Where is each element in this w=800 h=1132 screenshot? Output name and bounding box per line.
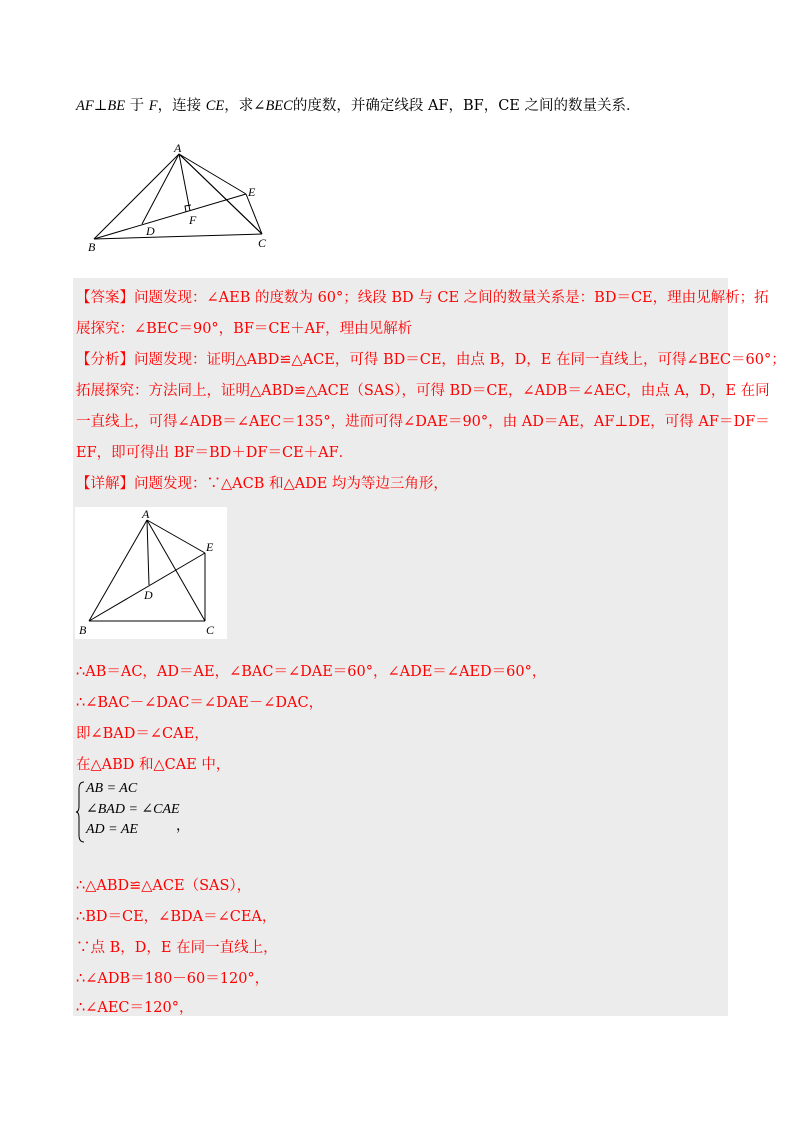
analysis-line-4: EF，即可得出 BF＝BD＋DF＝CE＋AF．	[76, 445, 354, 461]
problem-statement	[76, 94, 736, 118]
answer-line-1: 【答案】问题发现：∠AEB 的度数为 60°；线段 BD 与 CE 之间的数量关系是：BD＝CE，理由见解析；拓	[76, 290, 769, 306]
solution-panel	[73, 278, 786, 1016]
analysis-line-3: 一直线上，可得∠ADB＝∠AEC＝135°，进而可得∠DAE＝90°，由 AD＝AE，AF⊥DE，可得 AF＝DF＝	[76, 414, 770, 430]
system-eq-3: AD = AE	[86, 822, 138, 837]
figure-2-diagram	[75, 507, 227, 639]
conclusion-1: ∴△ABD≌△ACE（SAS），	[76, 878, 252, 894]
connect-text: ，连接	[157, 98, 206, 114]
label-e: E	[248, 185, 256, 199]
conclusion-3: ∵点 B，D，E 在同一直线上，	[76, 940, 278, 956]
equation-system	[76, 781, 196, 843]
left-brace	[76, 781, 86, 843]
figure-1-diagram	[82, 142, 282, 256]
point-f: F	[148, 98, 158, 114]
angle-bec: ∠BEC	[253, 98, 293, 114]
f2-label-c: C	[206, 623, 215, 637]
f2-segment-be	[89, 553, 205, 621]
find-text: ，求	[224, 98, 254, 114]
analysis-line-2: 拓展探究：方法同上，证明△ABD≌△ACE（SAS），可得 BD＝CE，∠ADB＝∠AEC，由点 A，D，E 在同	[76, 383, 770, 399]
label-a: A	[174, 142, 182, 155]
f2-label-b: B	[79, 623, 87, 637]
system-eq-1: AB = AC	[86, 781, 138, 796]
detail-line-1: 【详解】问题发现：∵△ACB 和△ADE 均为等边三角形，	[76, 476, 448, 492]
detail-step-2: ∴∠BAC－∠DAC＝∠DAE－∠DAC，	[76, 695, 324, 711]
segment-ce	[246, 194, 262, 234]
label-b: B	[88, 240, 96, 254]
system-comma: ，	[176, 818, 190, 834]
answer-line-2: 展探究：∠BEC＝90°，BF＝CE＋AF，理由见解析	[76, 321, 413, 337]
label-d: D	[146, 224, 155, 238]
label-c: C	[258, 236, 267, 250]
segment-ae	[179, 154, 246, 194]
segment-ad	[142, 154, 179, 224]
analysis-line-1: 【分析】问题发现：证明△ABD≌△ACE，可得 BD＝CE，由点 B，D，E 在同一直线上，可得∠BEC＝60°；	[76, 352, 786, 368]
system-eq-2: ∠BAD = ∠CAE	[86, 802, 180, 817]
problem-rest: 的度数，并确定线段 AF，BF，CE 之间的数量关系．	[292, 98, 641, 114]
f2-segment-ab	[89, 520, 147, 621]
detail-step-1: ∴AB＝AC，AD＝AE，∠BAC＝∠DAE＝60°，∠ADE＝∠AED＝60°，	[76, 664, 547, 680]
segment-ce: CE	[205, 98, 225, 114]
detail-step-4: 在△ABD 和△CAE 中，	[76, 757, 231, 773]
conclusion-2: ∴BD＝CE，∠BDA＝∠CEA，	[76, 909, 277, 925]
yu-text: 于	[125, 98, 149, 114]
f2-label-e: E	[206, 540, 214, 554]
af-perp-be: AF⊥BE	[76, 98, 126, 114]
f2-segment-ad	[147, 520, 149, 585]
f2-label-d: D	[144, 588, 153, 602]
conclusion-4: ∴∠ADB＝180－60＝120°，	[76, 971, 270, 987]
f2-label-a: A	[142, 507, 150, 521]
label-f: F	[189, 213, 197, 227]
segment-bc	[94, 234, 262, 239]
f2-segment-ae	[147, 520, 205, 553]
conclusion-5: ∴∠AEC＝120°，	[76, 1000, 194, 1016]
detail-step-3: 即∠BAD＝∠CAE，	[76, 726, 209, 742]
